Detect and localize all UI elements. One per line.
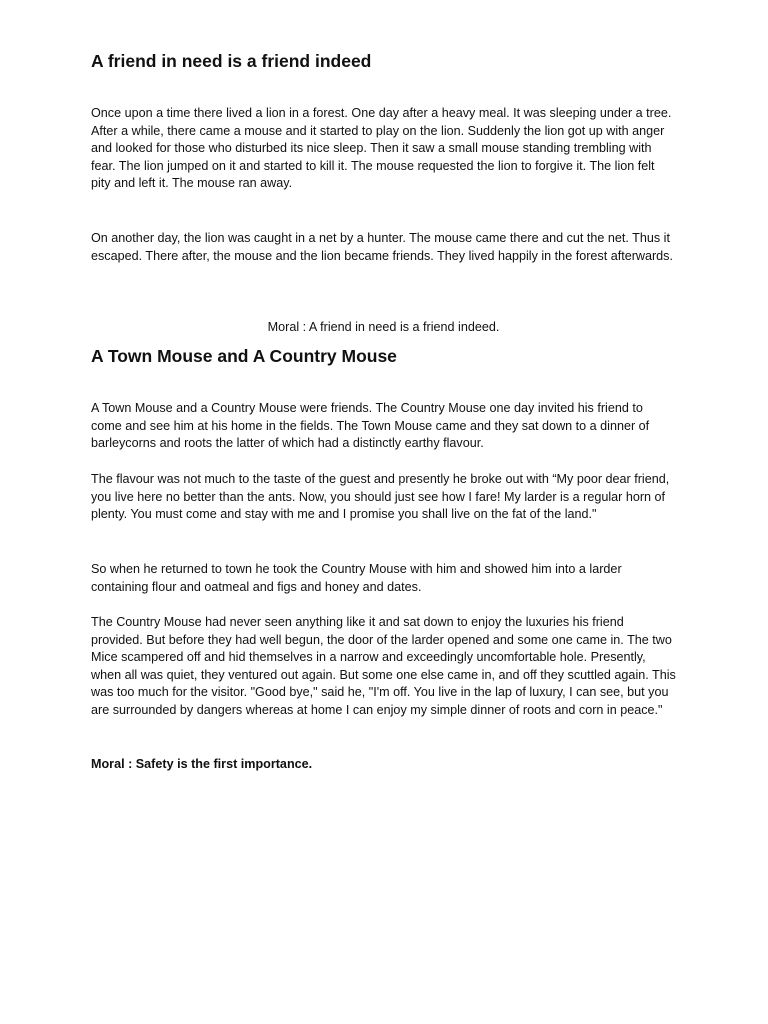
story1-moral: Moral : A friend in need is a friend indeed. <box>267 320 500 334</box>
story1-title: A friend in need is a friend indeed <box>91 51 372 71</box>
story2-paragraph-3: So when he returned to town he took the Country Mouse with him and showed him into a larder containing flour and oatmeal and figs and honey and dates. <box>91 562 622 594</box>
story1-paragraph-2: On another day, the lion was caught in a net by a hunter. The mouse came there and cut the net. Thus it escaped. There after, the mouse and the lion became friends. They lived happily in the forest afterwards. <box>91 231 673 263</box>
story1-paragraph-1: Once upon a time there lived a lion in a forest. One day after a heavy meal. It was sleeping under a tree. After a while, there came a mouse and it started to play on the lion. Suddenly the lion got up with anger and looked for those who disturbed its nice sleep. Then it saw a small mouse standing trembling with fear. The lion jumped on it and started to kill it. The mouse requested the lion to forgive it. The lion felt pity and left it. The mouse ran away. <box>91 106 672 191</box>
story2-moral: Moral : Safety is the first importance. <box>91 757 313 771</box>
story2-paragraph-2: The flavour was not much to the taste of the guest and presently he broke out with “My poor dear friend, you live here no better than the ants. Now, you should just see how I fare! My larder is a regular horn of plenty. You must come and stay with me and I promise you shall live on the fat of the land." <box>91 472 670 522</box>
story2-title: A Town Mouse and A Country Mouse <box>91 346 397 366</box>
story2-paragraph-4: The Country Mouse had never seen anything like it and sat down to enjoy the luxuries his friend provided. But before they had well begun, the door of the larder opened and some one came in. The two Mice scampered off and hid themselves in a narrow and exceedingly uncomfortable hole. Presently, when all was quiet, they ventured out again. But some one else came in, and off they scuttled again. This was too much for the visitor. "Good bye," said he, "I'm off. You live in the lap of luxury, I can see, but you are surrounded by dangers whereas at home I can enjoy my simple dinner of roots and corn in peace." <box>91 615 676 717</box>
story2-paragraph-1: A Town Mouse and a Country Mouse were friends. The Country Mouse one day invited his friend to come and see him at his home in the fields. The Town Mouse came and they sat down to a dinner of barleycorns and roots the latter of which had a distinctly earthy flavour. <box>91 401 650 451</box>
